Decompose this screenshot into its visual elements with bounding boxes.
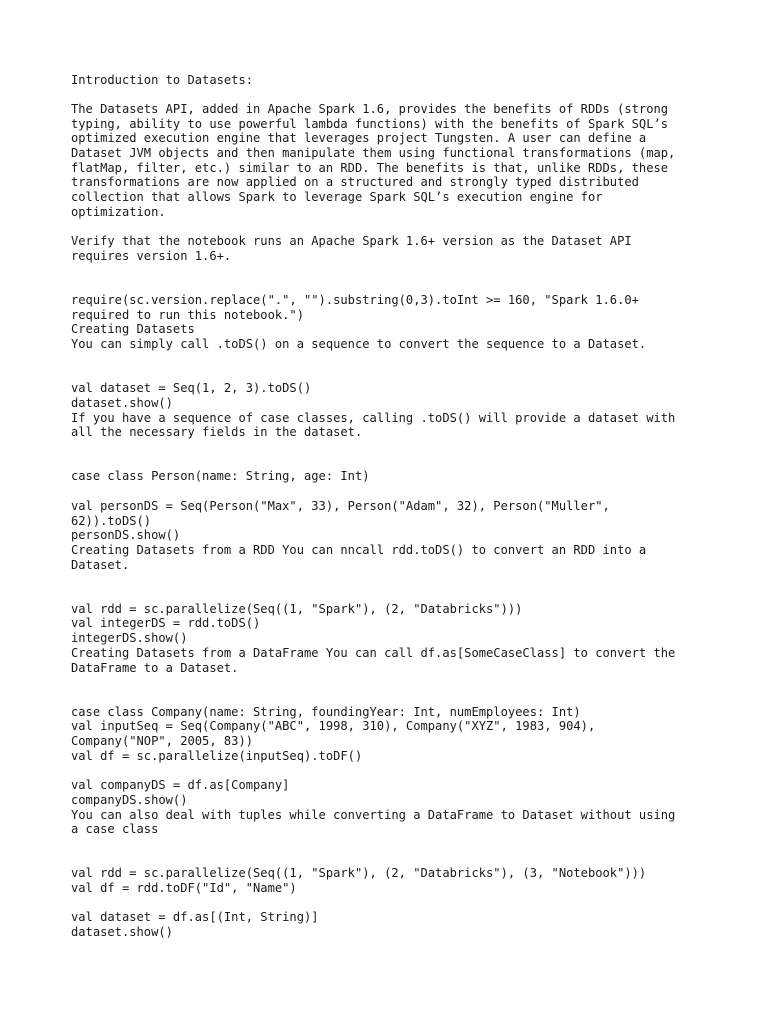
- document-line: case class Person(name: String, age: Int): [71, 469, 370, 484]
- document-line: 62)).toDS(): [71, 513, 152, 528]
- document-line: You can simply call .toDS() on a sequence to convert the sequence to a Dataset.: [71, 337, 647, 352]
- document-line: val personDS = Seq(Person("Max", 33), Person("Adam", 32), Person("Muller",: [71, 498, 610, 513]
- document-line: collection that allows Spark to leverage Spark SQL’s execution engine for: [71, 190, 603, 205]
- document-line: case class Company(name: String, foundingYear: Int, numEmployees: Int): [71, 704, 581, 719]
- document-line: val dataset = Seq(1, 2, 3).toDS(): [71, 381, 312, 396]
- document-line: Introduction to Datasets:: [71, 72, 254, 87]
- document-line: Verify that the notebook runs an Apache Spark 1.6+ version as the Dataset API: [71, 234, 632, 249]
- document-line: all the necessary fields in the dataset.: [71, 425, 363, 440]
- document-line: The Datasets API, added in Apache Spark 1.6, provides the benefits of RDDs (strong: [71, 101, 669, 116]
- document-line: Creating Datasets from a RDD You can nncall rdd.toDS() to convert an RDD into a: [71, 542, 647, 557]
- document-line: DataFrame to a Dataset.: [71, 660, 239, 675]
- document-line: Creating Datasets from a DataFrame You can call df.as[SomeCaseClass] to convert the: [71, 645, 676, 660]
- document-line: Creating Datasets: [71, 322, 195, 337]
- document-line: Dataset.: [71, 557, 130, 572]
- document-line: val integerDS = rdd.toDS(): [71, 616, 261, 631]
- document-line: Company("NOP", 2005, 83)): [71, 734, 254, 748]
- document-line: val df = rdd.toDF("Id", "Name"): [71, 881, 297, 895]
- document-line: Dataset JVM objects and then manipulate them using functional transformations (map,: [71, 146, 676, 160]
- document-line: required to run this notebook."): [71, 307, 304, 322]
- document-line: val rdd = sc.parallelize(Seq((1, "Spark"), (2, "Databricks"))): [71, 601, 523, 616]
- document-line: requires version 1.6+.: [71, 248, 232, 263]
- document-line: require(sc.version.replace(".", "").substring(0,3).toInt >= 160, "Spark 1.6.0+: [71, 293, 639, 307]
- document-line: val inputSeq = Seq(Company("ABC", 1998, 310), Company("XYZ", 1983, 904),: [71, 719, 596, 734]
- document-line: You can also deal with tuples while converting a DataFrame to Dataset without using: [71, 807, 676, 822]
- document-line: val df = sc.parallelize(inputSeq).toDF(): [71, 748, 363, 763]
- document-line: dataset.show(): [71, 925, 173, 940]
- document-line: val companyDS = df.as[Company]: [71, 778, 290, 793]
- document-line: dataset.show(): [71, 395, 173, 410]
- document-line: transformations are now applied on a structured and strongly typed distributed: [71, 175, 639, 190]
- document-line: flatMap, filter, etc.) similar to an RDD. The benefits is that, unlike RDDs, these: [71, 160, 669, 175]
- document-line: a case class: [71, 822, 159, 837]
- document-line: val rdd = sc.parallelize(Seq((1, "Spark"), (2, "Databricks"), (3, "Notebook"))): [71, 866, 647, 881]
- document-line: personDS.show(): [71, 528, 181, 543]
- document-line: integerDS.show(): [71, 631, 188, 646]
- document-line: optimization.: [71, 204, 166, 219]
- document-line: val dataset = df.as[(Int, String)]: [71, 910, 319, 925]
- document-line: If you have a sequence of case classes, calling .toDS() will provide a dataset with: [71, 410, 676, 425]
- document-line: optimized execution engine that leverages project Tungsten. A user can define a: [71, 131, 647, 146]
- document-line: companyDS.show(): [71, 792, 188, 807]
- document-line: typing, ability to use powerful lambda functions) with the benefits of Spark SQL’s: [71, 116, 669, 131]
